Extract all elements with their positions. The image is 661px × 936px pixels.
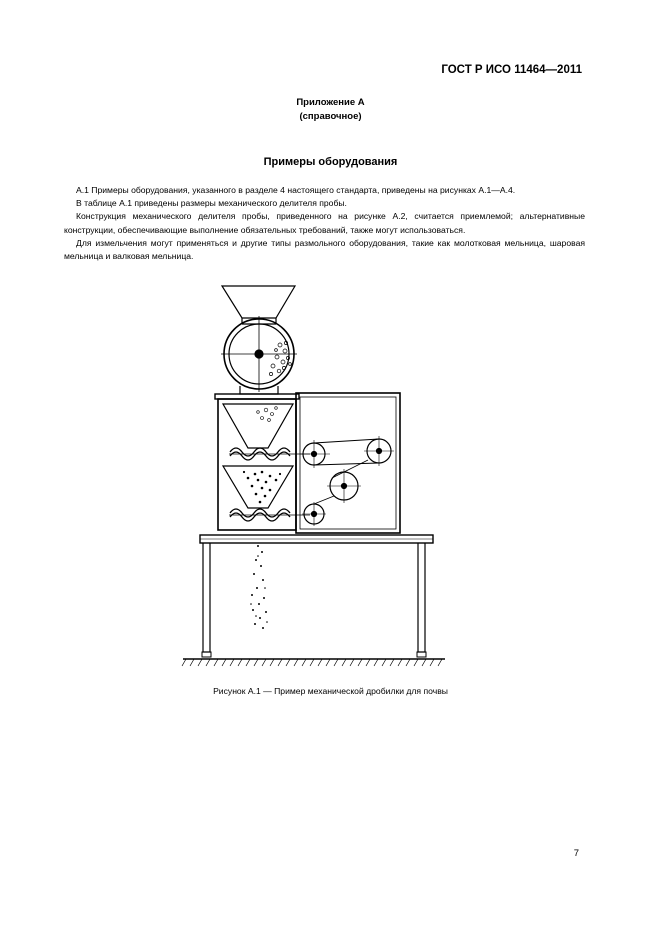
appendix-title: Приложение А bbox=[296, 97, 365, 108]
falling-particles bbox=[250, 545, 268, 629]
paragraph: Конструкция механического делителя пробы, приведенного на рисунке А.2, считается приемлемой; альтернативные конструкции, обеспечивающие выполнение обязательных требований, также могут использоваться. bbox=[64, 211, 585, 235]
upper-auger bbox=[229, 448, 310, 460]
table bbox=[200, 535, 433, 657]
paragraph: В таблице А.1 приведены размеры механического делителя пробы. bbox=[76, 198, 347, 209]
appendix-subtitle: (справочное) bbox=[299, 111, 362, 122]
gearbox bbox=[296, 393, 400, 533]
section-heading: Примеры оборудования bbox=[263, 156, 398, 168]
paragraph: А.1 Примеры оборудования, указанного в разделе 4 настоящего стандарта, приведены на рисунках А.1—А.4. bbox=[76, 185, 516, 195]
appendix-heading bbox=[0, 96, 661, 124]
standard-number: ГОСТ Р ИСО 11464—2011 bbox=[441, 64, 582, 76]
paragraph: Для измельчения могут применяться и другие типы размольного оборудования, такие как молотковая мельница, шаровая мельница и валковая мельница. bbox=[64, 237, 585, 262]
lower-funnel-material bbox=[243, 471, 281, 504]
page-number: 7 bbox=[573, 848, 579, 859]
floor bbox=[182, 659, 445, 666]
grinding-drum bbox=[221, 316, 297, 394]
figure-caption: Рисунок А.1 — Пример механической дробилки для почвы bbox=[213, 686, 448, 696]
upper-funnel-material bbox=[257, 407, 278, 422]
soil-crusher-drawing bbox=[175, 278, 445, 670]
lower-auger bbox=[229, 509, 310, 521]
body-text bbox=[64, 184, 585, 263]
